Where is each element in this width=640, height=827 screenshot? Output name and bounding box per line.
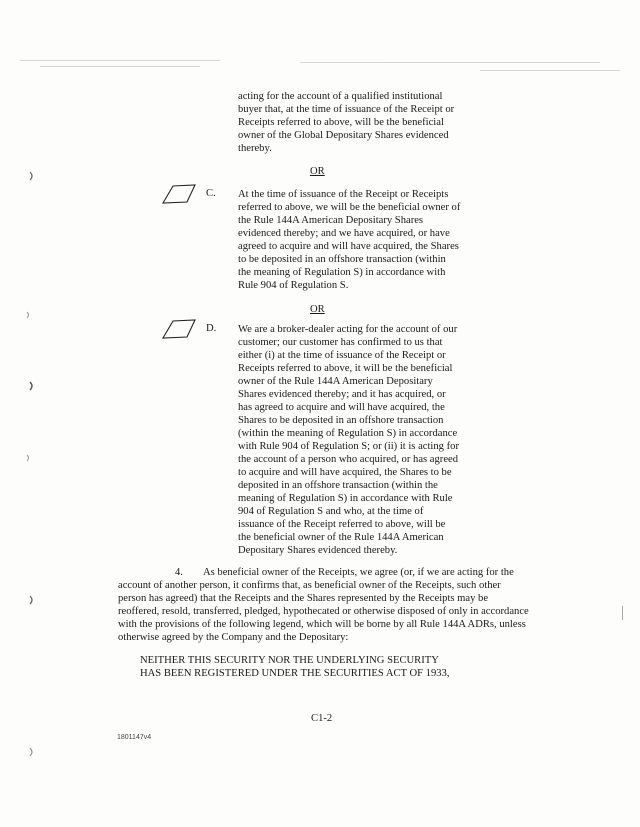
checkbox-c[interactable]: [161, 183, 197, 205]
option-c-text: [238, 188, 478, 292]
text-line: (within the meaning of Regulation S) in accordance: [238, 428, 458, 439]
text-line: Depositary Shares evidenced thereby.: [238, 545, 398, 556]
text-line: person has agreed) that the Receipts and the Shares represented by the Receipts may be: [118, 593, 489, 604]
text-line: We are a broker-dealer acting for the account of our: [238, 324, 458, 335]
option-d-text: [238, 323, 488, 557]
text-line: Shares to be deposited in an offshore transaction: [238, 415, 444, 426]
document-id: 1801147v4: [117, 734, 152, 741]
text-line: the meaning of Regulation S) in accordance with: [238, 267, 446, 278]
or-separator: OR: [310, 304, 325, 315]
text-line: with Rule 904 of Regulation S; or (ii) it is acting for: [238, 441, 459, 452]
text-line: referred to above, we will be the beneficial owner of: [238, 202, 461, 213]
or-separator: OR: [310, 166, 325, 177]
text-line: Rule 904 of Regulation S.: [238, 280, 349, 291]
text-line: Receipts referred to above, will be the beneficial: [238, 117, 444, 128]
text-line: the beneficial owner of the Rule 144A American: [238, 532, 444, 543]
text-line: otherwise agreed by the Company and the Depositary:: [118, 632, 349, 643]
text-line: As beneficial owner of the Receipts, we agree (or, if we are acting for the: [203, 567, 514, 578]
text-line: 904 of Regulation S and who, at the time of: [238, 506, 424, 517]
text-line: thereby.: [238, 143, 272, 154]
text-line: agreed to acquire and will have acquired, the Shares: [238, 241, 459, 252]
text-line: evidenced thereby; and we have acquired, or have: [238, 228, 450, 239]
text-line: Shares evidenced thereby; and it has acquired, or: [238, 389, 446, 400]
text-line: the account of a person who acquired, or has agreed: [238, 454, 459, 465]
page-number: C1-2: [311, 713, 333, 724]
text-line: the Rule 144A American Depositary Shares: [238, 215, 424, 226]
text-line: owner of the Global Depositary Shares evidenced: [238, 130, 449, 141]
paragraph-4-first-line: [118, 566, 598, 579]
text-line: either (i) at the time of issuance of the Receipt or: [238, 350, 446, 361]
option-d-label: D.: [206, 323, 217, 334]
text-line: NEITHER THIS SECURITY NOR THE UNDERLYING SECURITY: [140, 655, 439, 666]
text-line: reoffered, resold, transferred, pledged, hypothecated or otherwise disposed of only in accordance: [118, 606, 529, 617]
text-line: issuance of the Receipt referred to above, will be: [238, 519, 446, 530]
text-line: Receipts referred to above, it will be the beneficial: [238, 363, 453, 374]
text-line: to be deposited in an offshore transaction (within: [238, 254, 446, 265]
text-line: acting for the account of a qualified institutional: [238, 91, 443, 102]
text-line: account of another person, it confirms that, as beneficial owner of the Receipts, such other: [118, 580, 501, 591]
text-line: HAS BEEN REGISTERED UNDER THE SECURITIES ACT OF 1933,: [140, 668, 450, 679]
text-line: to acquire and will have acquired, the Shares to be: [238, 467, 452, 478]
text-line: has agreed to acquire and will have acquired, the: [238, 402, 445, 413]
checkbox-d[interactable]: [161, 318, 197, 340]
text-line: buyer that, at the time of issuance of the Receipt or: [238, 104, 455, 115]
text-line: meaning of Regulation S) in accordance with Rule: [238, 493, 453, 504]
paragraph-number: 4.: [175, 567, 183, 578]
text-line: owner of the Rule 144A American Depositary: [238, 376, 433, 387]
option-c-label: C.: [206, 188, 216, 199]
text-line: customer; our customer has confirmed to us that: [238, 337, 443, 348]
text-line: At the time of issuance of the Receipt or Receipts: [238, 189, 449, 200]
paragraph-4: [118, 566, 598, 644]
text-line: deposited in an offshore transaction (within the: [238, 480, 438, 491]
legend-text: [140, 654, 540, 680]
paragraph-a: [238, 90, 478, 155]
text-line: with the provisions of the following legend, which will be borne by all Rule 144A ADRs, unless: [118, 619, 526, 630]
